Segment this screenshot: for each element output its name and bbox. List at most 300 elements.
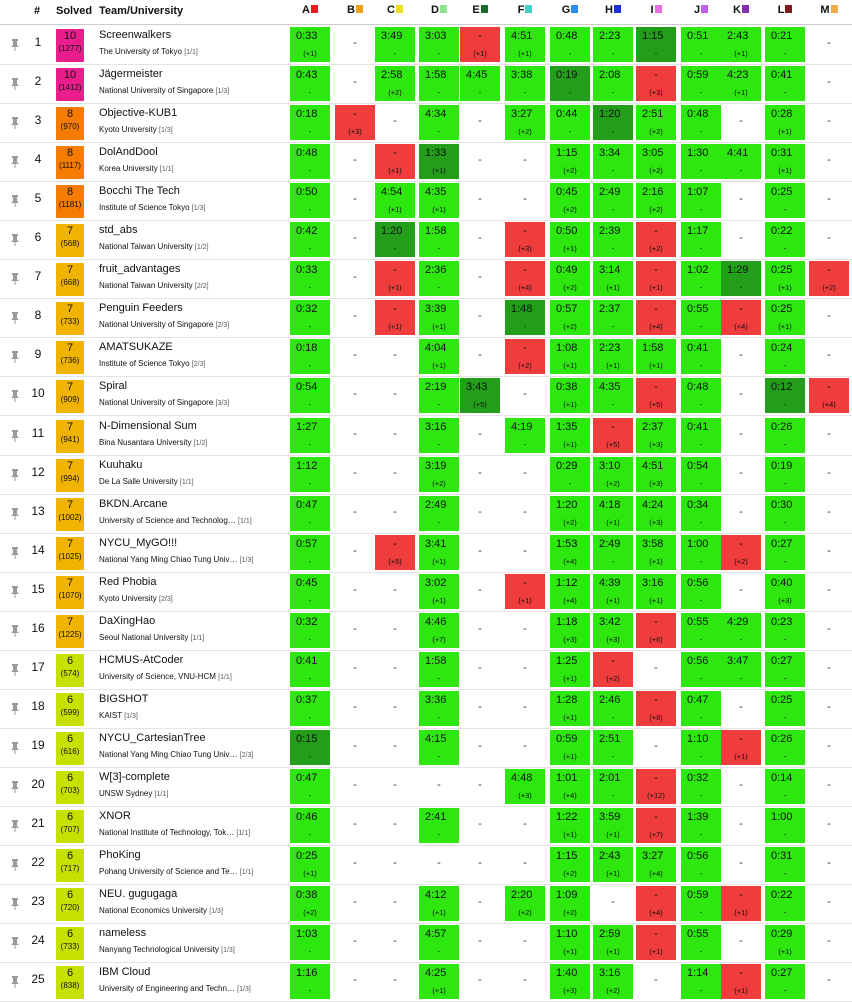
problem-cell-h[interactable] xyxy=(593,535,633,570)
problem-cell-l[interactable] xyxy=(765,378,805,413)
pin-icon[interactable] xyxy=(10,116,20,130)
pin-icon[interactable] xyxy=(10,272,20,286)
team-info[interactable] xyxy=(99,223,285,255)
problem-cell-d[interactable] xyxy=(419,261,459,296)
problem-cell-c[interactable] xyxy=(375,183,415,218)
problem-cell-a[interactable] xyxy=(290,457,330,492)
problem-cell-k[interactable] xyxy=(721,574,761,609)
problem-cell-b[interactable] xyxy=(335,652,375,687)
problem-cell-c[interactable] xyxy=(375,300,415,335)
table-row[interactable] xyxy=(0,962,852,1002)
problem-cell-g[interactable] xyxy=(550,300,590,335)
team-info[interactable] xyxy=(99,28,285,60)
problem-cell-e[interactable] xyxy=(460,27,500,62)
problem-cell-l[interactable] xyxy=(765,847,805,882)
problem-cell-h[interactable] xyxy=(593,730,633,765)
problem-cell-d[interactable] xyxy=(419,886,459,921)
team-info[interactable] xyxy=(99,106,285,138)
problem-cell-i[interactable] xyxy=(636,457,676,492)
table-row[interactable] xyxy=(0,767,852,807)
team-name[interactable]: fruit_advantages xyxy=(99,263,181,276)
problem-cell-l[interactable] xyxy=(765,261,805,296)
problem-cell-k[interactable] xyxy=(721,144,761,179)
team-info[interactable] xyxy=(99,145,285,177)
problem-cell-m[interactable] xyxy=(809,183,849,218)
problem-cell-i[interactable] xyxy=(636,886,676,921)
problem-cell-j[interactable] xyxy=(681,339,721,374)
team-info[interactable] xyxy=(99,731,285,763)
problem-cell-e[interactable] xyxy=(460,691,500,726)
problem-cell-b[interactable] xyxy=(335,730,375,765)
problem-header-b[interactable] xyxy=(335,4,375,16)
pin-icon[interactable] xyxy=(10,194,20,208)
pin-icon[interactable] xyxy=(10,507,20,521)
problem-cell-i[interactable] xyxy=(636,378,676,413)
problem-cell-e[interactable] xyxy=(460,105,500,140)
problem-cell-c[interactable] xyxy=(375,378,415,413)
problem-cell-g[interactable] xyxy=(550,418,590,453)
team-info[interactable] xyxy=(99,340,285,372)
problem-cell-l[interactable] xyxy=(765,222,805,257)
problem-cell-m[interactable] xyxy=(809,457,849,492)
problem-cell-i[interactable] xyxy=(636,964,676,999)
problem-cell-j[interactable] xyxy=(681,378,721,413)
problem-cell-j[interactable] xyxy=(681,144,721,179)
table-row[interactable] xyxy=(0,259,852,299)
problem-cell-l[interactable] xyxy=(765,691,805,726)
problem-cell-h[interactable] xyxy=(593,418,633,453)
problem-cell-c[interactable] xyxy=(375,886,415,921)
problem-header-h[interactable] xyxy=(593,4,633,16)
team-name[interactable]: Red Phobia xyxy=(99,575,157,588)
problem-cell-m[interactable] xyxy=(809,613,849,648)
problem-cell-g[interactable] xyxy=(550,535,590,570)
problem-cell-b[interactable] xyxy=(335,144,375,179)
problem-header-l[interactable] xyxy=(765,4,805,16)
team-name[interactable]: IBM Cloud xyxy=(99,966,151,979)
pin-icon[interactable] xyxy=(10,468,20,482)
table-row[interactable] xyxy=(0,181,852,221)
team-info[interactable] xyxy=(99,184,285,216)
table-row[interactable] xyxy=(0,650,852,690)
table-row[interactable] xyxy=(0,806,852,846)
problem-header-d[interactable] xyxy=(419,4,459,16)
problem-cell-j[interactable] xyxy=(681,496,721,531)
problem-cell-a[interactable] xyxy=(290,300,330,335)
problem-cell-l[interactable] xyxy=(765,613,805,648)
problem-cell-f[interactable] xyxy=(505,378,545,413)
problem-cell-k[interactable] xyxy=(721,222,761,257)
problem-cell-e[interactable] xyxy=(460,66,500,101)
team-name[interactable]: Penguin Feeders xyxy=(99,302,183,315)
problem-cell-c[interactable] xyxy=(375,691,415,726)
problem-cell-j[interactable] xyxy=(681,730,721,765)
problem-cell-f[interactable] xyxy=(505,574,545,609)
problem-cell-m[interactable] xyxy=(809,496,849,531)
problem-cell-c[interactable] xyxy=(375,535,415,570)
problem-cell-f[interactable] xyxy=(505,964,545,999)
problem-cell-a[interactable] xyxy=(290,261,330,296)
team-info[interactable] xyxy=(99,301,285,333)
problem-cell-e[interactable] xyxy=(460,222,500,257)
problem-cell-a[interactable] xyxy=(290,535,330,570)
problem-cell-b[interactable] xyxy=(335,105,375,140)
problem-cell-m[interactable] xyxy=(809,652,849,687)
problem-cell-f[interactable] xyxy=(505,144,545,179)
problem-cell-m[interactable] xyxy=(809,691,849,726)
problem-cell-f[interactable] xyxy=(505,613,545,648)
solved-header[interactable]: Solved xyxy=(56,5,93,17)
pin-icon[interactable] xyxy=(10,155,20,169)
problem-cell-d[interactable] xyxy=(419,496,459,531)
problem-cell-a[interactable] xyxy=(290,105,330,140)
problem-cell-d[interactable] xyxy=(419,808,459,843)
problem-cell-a[interactable] xyxy=(290,730,330,765)
team-info[interactable] xyxy=(99,926,285,958)
problem-cell-i[interactable] xyxy=(636,300,676,335)
problem-cell-i[interactable] xyxy=(636,574,676,609)
problem-cell-g[interactable] xyxy=(550,652,590,687)
team-info[interactable] xyxy=(99,67,285,99)
team-name[interactable]: PhoKing xyxy=(99,849,141,862)
pin-icon[interactable] xyxy=(10,936,20,950)
problem-cell-h[interactable] xyxy=(593,847,633,882)
problem-cell-l[interactable] xyxy=(765,886,805,921)
problem-cell-c[interactable] xyxy=(375,808,415,843)
problem-cell-j[interactable] xyxy=(681,105,721,140)
problem-cell-b[interactable] xyxy=(335,808,375,843)
problem-cell-b[interactable] xyxy=(335,378,375,413)
pin-icon[interactable] xyxy=(10,350,20,364)
problem-cell-e[interactable] xyxy=(460,808,500,843)
problem-cell-g[interactable] xyxy=(550,27,590,62)
problem-cell-e[interactable] xyxy=(460,378,500,413)
problem-cell-i[interactable] xyxy=(636,66,676,101)
problem-cell-b[interactable] xyxy=(335,496,375,531)
problem-cell-l[interactable] xyxy=(765,144,805,179)
problem-cell-f[interactable] xyxy=(505,652,545,687)
problem-cell-d[interactable] xyxy=(419,847,459,882)
problem-cell-d[interactable] xyxy=(419,730,459,765)
table-row[interactable] xyxy=(0,455,852,495)
pin-icon[interactable] xyxy=(10,233,20,247)
problem-cell-d[interactable] xyxy=(419,964,459,999)
table-row[interactable] xyxy=(0,884,852,924)
team-info[interactable] xyxy=(99,458,285,490)
pin-icon[interactable] xyxy=(10,624,20,638)
problem-cell-b[interactable] xyxy=(335,964,375,999)
problem-cell-k[interactable] xyxy=(721,730,761,765)
problem-cell-l[interactable] xyxy=(765,496,805,531)
problem-cell-d[interactable] xyxy=(419,300,459,335)
problem-cell-k[interactable] xyxy=(721,339,761,374)
problem-cell-m[interactable] xyxy=(809,769,849,804)
problem-cell-f[interactable] xyxy=(505,418,545,453)
problem-cell-l[interactable] xyxy=(765,300,805,335)
team-info[interactable] xyxy=(99,419,285,451)
problem-cell-h[interactable] xyxy=(593,27,633,62)
problem-cell-b[interactable] xyxy=(335,886,375,921)
problem-cell-d[interactable] xyxy=(419,613,459,648)
problem-cell-h[interactable] xyxy=(593,300,633,335)
problem-cell-e[interactable] xyxy=(460,652,500,687)
problem-cell-c[interactable] xyxy=(375,730,415,765)
problem-cell-f[interactable] xyxy=(505,457,545,492)
problem-cell-i[interactable] xyxy=(636,691,676,726)
problem-cell-d[interactable] xyxy=(419,535,459,570)
problem-cell-a[interactable] xyxy=(290,886,330,921)
pin-icon[interactable] xyxy=(10,77,20,91)
problem-cell-h[interactable] xyxy=(593,261,633,296)
problem-cell-j[interactable] xyxy=(681,925,721,960)
problem-cell-j[interactable] xyxy=(681,418,721,453)
problem-cell-e[interactable] xyxy=(460,847,500,882)
problem-cell-b[interactable] xyxy=(335,27,375,62)
problem-cell-i[interactable] xyxy=(636,730,676,765)
problem-cell-a[interactable] xyxy=(290,769,330,804)
team-name[interactable]: Spiral xyxy=(99,380,128,393)
team-info[interactable] xyxy=(99,848,285,880)
problem-cell-a[interactable] xyxy=(290,496,330,531)
problem-cell-e[interactable] xyxy=(460,613,500,648)
problem-cell-g[interactable] xyxy=(550,847,590,882)
pin-icon[interactable] xyxy=(10,897,20,911)
problem-header-j[interactable] xyxy=(681,4,721,16)
problem-cell-b[interactable] xyxy=(335,300,375,335)
problem-cell-l[interactable] xyxy=(765,418,805,453)
problem-cell-e[interactable] xyxy=(460,925,500,960)
problem-cell-f[interactable] xyxy=(505,300,545,335)
problem-cell-h[interactable] xyxy=(593,925,633,960)
table-row[interactable] xyxy=(0,845,852,885)
problem-cell-b[interactable] xyxy=(335,847,375,882)
problem-cell-j[interactable] xyxy=(681,886,721,921)
problem-cell-e[interactable] xyxy=(460,769,500,804)
pin-icon[interactable] xyxy=(10,585,20,599)
team-info[interactable] xyxy=(99,965,285,997)
problem-cell-b[interactable] xyxy=(335,339,375,374)
team-name[interactable]: Jägermeister xyxy=(99,68,163,81)
problem-cell-k[interactable] xyxy=(721,691,761,726)
table-row[interactable] xyxy=(0,337,852,377)
problem-cell-l[interactable] xyxy=(765,730,805,765)
problem-cell-f[interactable] xyxy=(505,66,545,101)
problem-cell-f[interactable] xyxy=(505,105,545,140)
problem-cell-m[interactable] xyxy=(809,886,849,921)
problem-cell-h[interactable] xyxy=(593,886,633,921)
problem-cell-g[interactable] xyxy=(550,574,590,609)
problem-cell-m[interactable] xyxy=(809,847,849,882)
problem-cell-f[interactable] xyxy=(505,730,545,765)
problem-cell-f[interactable] xyxy=(505,925,545,960)
table-row[interactable] xyxy=(0,376,852,416)
problem-cell-m[interactable] xyxy=(809,925,849,960)
problem-cell-f[interactable] xyxy=(505,339,545,374)
problem-cell-k[interactable] xyxy=(721,613,761,648)
problem-cell-d[interactable] xyxy=(419,339,459,374)
team-name[interactable]: DolAndDool xyxy=(99,146,158,159)
problem-cell-m[interactable] xyxy=(809,222,849,257)
problem-cell-c[interactable] xyxy=(375,339,415,374)
table-row[interactable] xyxy=(0,416,852,456)
problem-cell-j[interactable] xyxy=(681,535,721,570)
team-info[interactable] xyxy=(99,575,285,607)
problem-cell-c[interactable] xyxy=(375,144,415,179)
problem-cell-b[interactable] xyxy=(335,769,375,804)
problem-cell-g[interactable] xyxy=(550,691,590,726)
problem-cell-e[interactable] xyxy=(460,418,500,453)
problem-cell-i[interactable] xyxy=(636,652,676,687)
problem-cell-d[interactable] xyxy=(419,144,459,179)
problem-cell-e[interactable] xyxy=(460,496,500,531)
problem-cell-j[interactable] xyxy=(681,574,721,609)
problem-cell-i[interactable] xyxy=(636,808,676,843)
problem-cell-h[interactable] xyxy=(593,339,633,374)
problem-cell-i[interactable] xyxy=(636,496,676,531)
problem-cell-a[interactable] xyxy=(290,378,330,413)
problem-cell-k[interactable] xyxy=(721,457,761,492)
problem-cell-l[interactable] xyxy=(765,925,805,960)
problem-cell-m[interactable] xyxy=(809,66,849,101)
problem-cell-j[interactable] xyxy=(681,847,721,882)
problem-cell-l[interactable] xyxy=(765,574,805,609)
problem-cell-d[interactable] xyxy=(419,574,459,609)
problem-cell-k[interactable] xyxy=(721,418,761,453)
team-info[interactable] xyxy=(99,887,285,919)
problem-header-k[interactable] xyxy=(721,4,761,16)
problem-cell-a[interactable] xyxy=(290,925,330,960)
problem-cell-j[interactable] xyxy=(681,222,721,257)
problem-cell-j[interactable] xyxy=(681,261,721,296)
team-name[interactable]: std_abs xyxy=(99,224,138,237)
team-name[interactable]: Objective-KUB1 xyxy=(99,107,178,120)
problem-cell-c[interactable] xyxy=(375,769,415,804)
table-row[interactable] xyxy=(0,25,852,65)
problem-cell-k[interactable] xyxy=(721,964,761,999)
team-info[interactable] xyxy=(99,536,285,568)
table-row[interactable] xyxy=(0,142,852,182)
problem-cell-i[interactable] xyxy=(636,339,676,374)
problem-cell-c[interactable] xyxy=(375,105,415,140)
problem-cell-i[interactable] xyxy=(636,613,676,648)
pin-icon[interactable] xyxy=(10,311,20,325)
problem-cell-m[interactable] xyxy=(809,261,849,296)
problem-cell-m[interactable] xyxy=(809,300,849,335)
team-name[interactable]: BIGSHOT xyxy=(99,692,149,705)
problem-cell-f[interactable] xyxy=(505,535,545,570)
problem-cell-b[interactable] xyxy=(335,691,375,726)
problem-cell-d[interactable] xyxy=(419,222,459,257)
problem-cell-g[interactable] xyxy=(550,886,590,921)
problem-cell-k[interactable] xyxy=(721,27,761,62)
problem-cell-e[interactable] xyxy=(460,886,500,921)
team-name[interactable]: BKDN.Arcane xyxy=(99,497,168,510)
problem-cell-f[interactable] xyxy=(505,847,545,882)
problem-cell-k[interactable] xyxy=(721,925,761,960)
problem-cell-h[interactable] xyxy=(593,144,633,179)
problem-cell-l[interactable] xyxy=(765,105,805,140)
problem-cell-b[interactable] xyxy=(335,457,375,492)
team-name[interactable]: nameless xyxy=(99,927,147,940)
problem-cell-c[interactable] xyxy=(375,652,415,687)
problem-cell-c[interactable] xyxy=(375,847,415,882)
problem-cell-e[interactable] xyxy=(460,300,500,335)
problem-cell-k[interactable] xyxy=(721,300,761,335)
problem-cell-e[interactable] xyxy=(460,339,500,374)
problem-cell-a[interactable] xyxy=(290,691,330,726)
problem-header-i[interactable] xyxy=(636,4,676,16)
problem-cell-m[interactable] xyxy=(809,808,849,843)
problem-cell-j[interactable] xyxy=(681,691,721,726)
problem-cell-c[interactable] xyxy=(375,418,415,453)
problem-cell-i[interactable] xyxy=(636,769,676,804)
problem-cell-h[interactable] xyxy=(593,691,633,726)
problem-cell-l[interactable] xyxy=(765,808,805,843)
team-name[interactable]: HCMUS-AtCoder xyxy=(99,653,184,666)
problem-cell-h[interactable] xyxy=(593,66,633,101)
problem-cell-b[interactable] xyxy=(335,261,375,296)
problem-cell-a[interactable] xyxy=(290,613,330,648)
problem-cell-f[interactable] xyxy=(505,496,545,531)
team-name[interactable]: AMATSUKAZE xyxy=(99,341,173,354)
problem-cell-k[interactable] xyxy=(721,378,761,413)
problem-cell-c[interactable] xyxy=(375,457,415,492)
problem-cell-j[interactable] xyxy=(681,66,721,101)
team-name[interactable]: W[3]-complete xyxy=(99,770,170,783)
problem-cell-j[interactable] xyxy=(681,183,721,218)
problem-cell-d[interactable] xyxy=(419,769,459,804)
problem-cell-c[interactable] xyxy=(375,222,415,257)
problem-cell-g[interactable] xyxy=(550,808,590,843)
problem-cell-l[interactable] xyxy=(765,769,805,804)
problem-cell-d[interactable] xyxy=(419,691,459,726)
problem-cell-c[interactable] xyxy=(375,496,415,531)
problem-cell-h[interactable] xyxy=(593,769,633,804)
table-row[interactable] xyxy=(0,298,852,338)
table-row[interactable] xyxy=(0,611,852,651)
pin-icon[interactable] xyxy=(10,546,20,560)
problem-cell-g[interactable] xyxy=(550,457,590,492)
problem-cell-h[interactable] xyxy=(593,457,633,492)
problem-cell-h[interactable] xyxy=(593,652,633,687)
team-info[interactable] xyxy=(99,653,285,685)
problem-cell-g[interactable] xyxy=(550,730,590,765)
problem-cell-l[interactable] xyxy=(765,27,805,62)
problem-cell-k[interactable] xyxy=(721,105,761,140)
problem-cell-m[interactable] xyxy=(809,144,849,179)
problem-cell-j[interactable] xyxy=(681,27,721,62)
problem-cell-g[interactable] xyxy=(550,378,590,413)
problem-cell-h[interactable] xyxy=(593,574,633,609)
pin-icon[interactable] xyxy=(10,858,20,872)
problem-cell-i[interactable] xyxy=(636,183,676,218)
problem-cell-a[interactable] xyxy=(290,66,330,101)
problem-cell-d[interactable] xyxy=(419,66,459,101)
problem-cell-a[interactable] xyxy=(290,27,330,62)
problem-cell-k[interactable] xyxy=(721,261,761,296)
problem-cell-k[interactable] xyxy=(721,652,761,687)
problem-cell-j[interactable] xyxy=(681,808,721,843)
problem-cell-g[interactable] xyxy=(550,183,590,218)
problem-cell-m[interactable] xyxy=(809,964,849,999)
problem-cell-d[interactable] xyxy=(419,27,459,62)
team-name[interactable]: NYCU_MyGO!!! xyxy=(99,536,178,549)
problem-cell-k[interactable] xyxy=(721,496,761,531)
pin-icon[interactable] xyxy=(10,780,20,794)
problem-cell-c[interactable] xyxy=(375,574,415,609)
problem-cell-g[interactable] xyxy=(550,964,590,999)
team-name[interactable]: NEU. gugugaga xyxy=(99,888,178,901)
